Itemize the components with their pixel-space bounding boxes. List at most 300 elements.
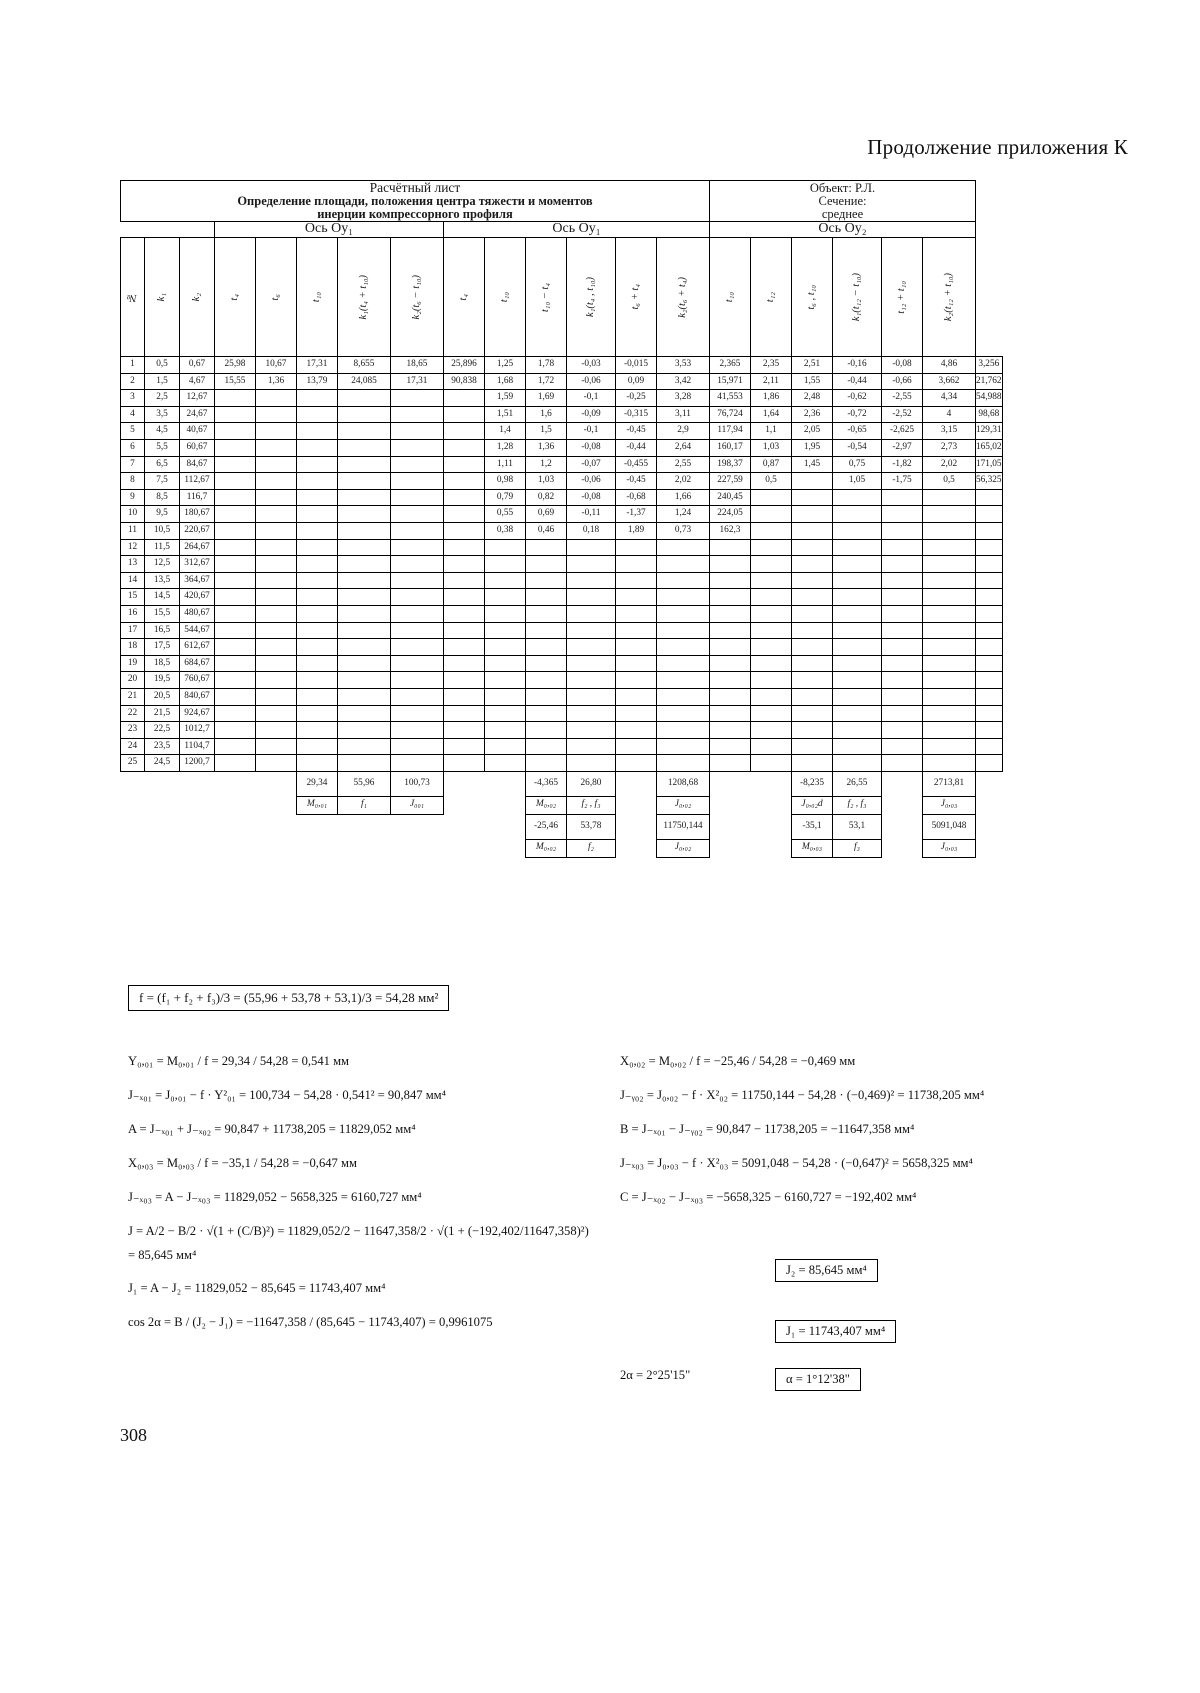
table-cell — [710, 639, 751, 656]
table-cell — [567, 655, 616, 672]
table-cell — [882, 606, 923, 623]
table-row — [121, 390, 1003, 407]
table-cell — [215, 705, 256, 722]
table-cell — [391, 406, 444, 423]
table-row — [121, 539, 1003, 556]
row-index: 1 — [121, 357, 145, 374]
table-cell — [338, 572, 391, 589]
table-cell — [256, 606, 297, 623]
column-header-sum-b: t₆ + t₄ — [616, 238, 657, 357]
table-cell: 4,67 — [180, 373, 215, 390]
table-cell — [616, 738, 657, 755]
table-cell — [215, 406, 256, 423]
table-cell: 7,5 — [145, 473, 180, 490]
table-cell: 0,87 — [751, 456, 792, 473]
table-cell — [882, 722, 923, 739]
table-cell — [882, 705, 923, 722]
table-cell — [526, 539, 567, 556]
row-index: 11 — [121, 523, 145, 540]
row-index: 20 — [121, 672, 145, 689]
table-cell — [444, 556, 485, 573]
table-cell — [485, 738, 526, 755]
table-cell: 54,988 — [976, 390, 1003, 407]
table-cell — [391, 489, 444, 506]
table-cell — [751, 506, 792, 523]
table-cell — [297, 722, 338, 739]
column-header-k1-c: k₁(t₁₂ − t₁₀) — [833, 238, 882, 357]
table-row — [121, 456, 1003, 473]
table-cell — [792, 572, 833, 589]
table-cell: 180,67 — [180, 506, 215, 523]
table-row — [121, 639, 1003, 656]
formula-column-left — [128, 1050, 598, 1345]
table-cell — [256, 705, 297, 722]
table-cell: 21,5 — [145, 705, 180, 722]
table-cell — [338, 606, 391, 623]
table-cell — [657, 589, 710, 606]
table-cell — [792, 705, 833, 722]
table-cell — [256, 506, 297, 523]
table-cell: -0,11 — [567, 506, 616, 523]
table-cell: 1,66 — [657, 489, 710, 506]
table-cell — [751, 655, 792, 672]
table-cell — [751, 606, 792, 623]
sum-g2-l1: M₀,₀₂ — [526, 796, 567, 814]
table-cell — [833, 672, 882, 689]
table-cell — [882, 539, 923, 556]
table-cell: 612,67 — [180, 639, 215, 656]
table-cell — [297, 589, 338, 606]
table-cell: 2,5 — [145, 390, 180, 407]
table-cell: 2,73 — [923, 440, 976, 457]
table-row — [121, 622, 1003, 639]
table-cell: 2,51 — [792, 357, 833, 374]
table-cell — [833, 688, 882, 705]
table-cell — [833, 539, 882, 556]
table-cell — [215, 755, 256, 772]
table-cell — [256, 523, 297, 540]
table-cell — [833, 556, 882, 573]
table-cell: 18,5 — [145, 655, 180, 672]
row-index: 12 — [121, 539, 145, 556]
table-cell: 129,31 — [976, 423, 1003, 440]
table-cell: 420,67 — [180, 589, 215, 606]
table-cell: 1,25 — [485, 357, 526, 374]
sum-g3b-l3: J₀,₀₃ — [923, 839, 976, 857]
table-cell — [567, 572, 616, 589]
table-cell — [710, 672, 751, 689]
table-cell — [923, 705, 976, 722]
table-cell — [882, 572, 923, 589]
table-cell — [751, 622, 792, 639]
table-cell: -0,08 — [567, 489, 616, 506]
table-cell — [923, 655, 976, 672]
table-cell — [485, 688, 526, 705]
table-cell — [882, 622, 923, 639]
table-row — [121, 406, 1003, 423]
table-body — [121, 357, 1003, 772]
table-cell — [485, 589, 526, 606]
table-cell — [710, 755, 751, 772]
table-cell — [976, 506, 1003, 523]
table-cell — [215, 523, 256, 540]
table-cell — [976, 672, 1003, 689]
result-box-j2: J₂ = 85,645 мм⁴ — [775, 1259, 878, 1282]
area-formula: f = (f₁ + f₂ + f₃)/3 = (55,96 + 53,78 + 53,1)/3 = 54,28 мм² — [128, 985, 449, 1011]
table-cell — [976, 606, 1003, 623]
table-cell — [882, 506, 923, 523]
table-cell — [256, 440, 297, 457]
table-cell: 40,67 — [180, 423, 215, 440]
sum-g2b-v2: 53,78 — [567, 814, 616, 839]
table-cell — [923, 506, 976, 523]
table-cell — [792, 672, 833, 689]
table-cell — [751, 556, 792, 573]
table-cell: 165,02 — [976, 440, 1003, 457]
table-cell: -0,65 — [833, 423, 882, 440]
table-cell — [215, 622, 256, 639]
row-index: 21 — [121, 688, 145, 705]
table-cell — [833, 589, 882, 606]
table-cell — [444, 423, 485, 440]
table-cell: -2,52 — [882, 406, 923, 423]
table-cell: -0,54 — [833, 440, 882, 457]
table-cell: -0,44 — [616, 440, 657, 457]
table-cell — [976, 655, 1003, 672]
table-cell — [338, 506, 391, 523]
table-cell — [616, 688, 657, 705]
table-cell — [792, 722, 833, 739]
table-cell — [923, 622, 976, 639]
table-cell — [923, 688, 976, 705]
formula-right-2: J₋ᵧ₀₂ = J₀,₀₂ − f · X²₀₂ = 11750,144 − 54,28 · (−0,469)² = 11738,205 мм⁴ — [620, 1087, 985, 1102]
table-cell: 8,655 — [338, 357, 391, 374]
table-cell — [616, 755, 657, 772]
table-cell: 220,67 — [180, 523, 215, 540]
formula-right-5: C = J₋ₓ₀₂ − J₋ₓ₀₃ = −5658,325 − 6160,727 = −192,402 мм⁴ — [620, 1189, 917, 1204]
table-cell — [882, 639, 923, 656]
row-index: 6 — [121, 440, 145, 457]
table-cell — [567, 688, 616, 705]
table-cell: 312,67 — [180, 556, 215, 573]
table-cell — [391, 440, 444, 457]
axis-label-2: Ось Оy₁ — [444, 222, 710, 238]
table-cell — [976, 572, 1003, 589]
column-header-t4-a: t₄ — [215, 238, 256, 357]
table-cell — [297, 406, 338, 423]
table-cell: 1104,7 — [180, 738, 215, 755]
section-label: Сечение: — [818, 193, 867, 208]
table-cell: 1,4 — [485, 423, 526, 440]
table-cell — [391, 672, 444, 689]
table-cell: 25,896 — [444, 357, 485, 374]
table-cell: -0,08 — [882, 357, 923, 374]
table-cell: 364,67 — [180, 572, 215, 589]
table-cell — [792, 473, 833, 490]
table-cell — [616, 572, 657, 589]
sum-g3-l3: J₀,₀₃ — [923, 796, 976, 814]
row-index: 9 — [121, 489, 145, 506]
table-cell — [338, 440, 391, 457]
table-cell — [526, 639, 567, 656]
axis-label-1: Ось Оy₁ — [215, 222, 444, 238]
table-cell — [616, 639, 657, 656]
table-cell — [256, 572, 297, 589]
table-cell — [297, 456, 338, 473]
row-index: 5 — [121, 423, 145, 440]
table-cell — [976, 722, 1003, 739]
table-cell — [710, 655, 751, 672]
table-cell — [338, 688, 391, 705]
table-cell — [444, 639, 485, 656]
table-cell — [923, 639, 976, 656]
table-cell — [338, 456, 391, 473]
table-cell — [297, 523, 338, 540]
table-row — [121, 655, 1003, 672]
table-cell — [391, 506, 444, 523]
table-cell — [657, 655, 710, 672]
formula-right-3: B = J₋ₓ₀₁ − J₋ᵧ₀₂ = 90,847 − 11738,205 = −11647,358 мм⁴ — [620, 1121, 915, 1136]
table-cell — [792, 523, 833, 540]
sum-g3b-v3: 5091,048 — [923, 814, 976, 839]
formula-left-8: cos 2α = B / (J₂ − J₁) = −11647,358 / (85,645 − 11743,407) = 0,9961075 — [128, 1315, 493, 1330]
table-cell — [391, 589, 444, 606]
table-cell — [657, 539, 710, 556]
table-cell: -2,55 — [882, 390, 923, 407]
table-cell — [338, 589, 391, 606]
table-cell: 15,55 — [215, 373, 256, 390]
table-cell — [567, 539, 616, 556]
table-row — [121, 606, 1003, 623]
column-header-t12-c: t₁₂ — [751, 238, 792, 357]
table-cell: 12,67 — [180, 390, 215, 407]
table-cell: 1,64 — [751, 406, 792, 423]
table-cell: 1,36 — [256, 373, 297, 390]
table-row — [121, 556, 1003, 573]
table-cell: 116,7 — [180, 489, 215, 506]
sum-g2-v2: 26,80 — [567, 771, 616, 796]
sheet-title-line1: Расчётный лист — [369, 180, 461, 195]
table-cell — [923, 722, 976, 739]
table-cell: 10,5 — [145, 523, 180, 540]
table-cell: 1,68 — [485, 373, 526, 390]
table-cell — [338, 622, 391, 639]
table-cell — [256, 622, 297, 639]
table-cell — [976, 556, 1003, 573]
page-number: 308 — [120, 1425, 147, 1445]
table-cell — [710, 622, 751, 639]
table-cell: 20,5 — [145, 688, 180, 705]
table-cell: -0,25 — [616, 390, 657, 407]
table-cell — [297, 705, 338, 722]
table-cell — [391, 390, 444, 407]
table-cell: 171,05 — [976, 456, 1003, 473]
table-cell: 0,5 — [751, 473, 792, 490]
table-cell — [256, 655, 297, 672]
table-cell — [215, 456, 256, 473]
table-cell — [882, 755, 923, 772]
table-cell — [976, 738, 1003, 755]
table-cell — [526, 572, 567, 589]
table-cell: -0,06 — [567, 473, 616, 490]
formula-left-7: J₁ = A − J₂ = 11829,052 − 85,645 = 11743,407 мм⁴ — [128, 1281, 386, 1296]
formula-left-3: A = J₋ₓ₀₁ + J₋ₓ₀₂ = 90,847 + 11738,205 = 11829,052 мм⁴ — [128, 1121, 416, 1136]
row-index: 15 — [121, 589, 145, 606]
table-cell — [444, 456, 485, 473]
table-cell — [657, 688, 710, 705]
table-cell — [485, 572, 526, 589]
table-cell — [923, 556, 976, 573]
table-cell: -0,44 — [833, 373, 882, 390]
table-cell — [215, 589, 256, 606]
table-cell — [444, 572, 485, 589]
sum-g3-v2: 26,55 — [833, 771, 882, 796]
table-cell: -2,97 — [882, 440, 923, 457]
formula-column-right — [620, 1050, 1100, 1220]
table-cell: -0,09 — [567, 406, 616, 423]
table-row — [121, 688, 1003, 705]
table-cell: 1,86 — [751, 390, 792, 407]
table-cell — [976, 622, 1003, 639]
table-cell: 240,45 — [710, 489, 751, 506]
table-cell: 4 — [923, 406, 976, 423]
table-cell — [215, 655, 256, 672]
table-cell — [338, 722, 391, 739]
table-cell — [215, 688, 256, 705]
table-cell — [616, 622, 657, 639]
table-cell — [526, 606, 567, 623]
table-cell: 1,11 — [485, 456, 526, 473]
table-cell — [567, 722, 616, 739]
table-cell: 13,79 — [297, 373, 338, 390]
table-cell: 2,48 — [792, 390, 833, 407]
table-cell — [657, 639, 710, 656]
table-cell — [256, 423, 297, 440]
column-header-sum-c: t₁₂ + t₁₀ — [882, 238, 923, 357]
table-cell: 1012,7 — [180, 722, 215, 739]
table-cell — [444, 738, 485, 755]
table-cell: 112,67 — [180, 473, 215, 490]
table-cell: 2,55 — [657, 456, 710, 473]
table-cell — [444, 506, 485, 523]
section-value: среднее — [821, 206, 864, 221]
sum-g3-l2: f₂ , f₃ — [833, 796, 882, 814]
table-cell — [256, 489, 297, 506]
sum-g1-l1: M₀,₀₁ — [297, 796, 338, 814]
table-cell: 480,67 — [180, 606, 215, 623]
table-cell — [833, 705, 882, 722]
sum-g1-v3: 100,73 — [391, 771, 444, 796]
table-cell: -1,75 — [882, 473, 923, 490]
table-cell — [297, 423, 338, 440]
column-header-k1-sum-a: k₁(t₄ + t₁₀) — [338, 238, 391, 357]
table-cell — [256, 722, 297, 739]
table-row — [121, 755, 1003, 772]
row-index: 23 — [121, 722, 145, 739]
table-cell: 1,2 — [526, 456, 567, 473]
table-cell — [976, 489, 1003, 506]
table-cell — [751, 539, 792, 556]
sum-g3-v3: 2713,81 — [923, 771, 976, 796]
table-cell — [833, 622, 882, 639]
calculation-sheet-table — [120, 180, 1003, 858]
table-cell — [710, 539, 751, 556]
table-cell — [882, 738, 923, 755]
table-cell — [485, 539, 526, 556]
table-cell: -0,07 — [567, 456, 616, 473]
table-cell — [444, 722, 485, 739]
table-cell — [710, 556, 751, 573]
table-cell: 1,24 — [657, 506, 710, 523]
table-cell: 0,55 — [485, 506, 526, 523]
table-cell: 0,46 — [526, 523, 567, 540]
row-index: 10 — [121, 506, 145, 523]
table-cell — [976, 705, 1003, 722]
table-cell — [792, 688, 833, 705]
table-cell — [297, 539, 338, 556]
table-cell: 98,68 — [976, 406, 1003, 423]
table-cell: 0,5 — [145, 357, 180, 374]
table-cell — [616, 556, 657, 573]
table-cell: 4,86 — [923, 357, 976, 374]
table-cell: 1,05 — [833, 473, 882, 490]
table-cell — [657, 722, 710, 739]
table-cell — [215, 390, 256, 407]
table-cell — [526, 655, 567, 672]
axis-row — [121, 222, 1003, 238]
table-cell — [338, 556, 391, 573]
table-cell: 2,35 — [751, 357, 792, 374]
table-cell — [215, 606, 256, 623]
table-cell — [657, 705, 710, 722]
table-cell: 1,72 — [526, 373, 567, 390]
table-cell — [256, 639, 297, 656]
table-cell — [833, 655, 882, 672]
sum-label-row-2 — [121, 839, 1003, 857]
table-cell: 17,31 — [297, 357, 338, 374]
table-cell — [256, 755, 297, 772]
table-cell: 1,59 — [485, 390, 526, 407]
table-cell — [567, 622, 616, 639]
table-cell: 1,45 — [792, 456, 833, 473]
table-cell: 2,02 — [657, 473, 710, 490]
table-cell: 4,5 — [145, 423, 180, 440]
table-cell — [215, 539, 256, 556]
table-cell: 162,3 — [710, 523, 751, 540]
column-header-t10-c: t₁₀ — [710, 238, 751, 357]
table-cell — [391, 688, 444, 705]
table-cell — [657, 738, 710, 755]
table-cell: 1,69 — [526, 390, 567, 407]
sum-g2b-l3: J₀,₀₂ — [657, 839, 710, 857]
column-header-k1: k₁ — [145, 238, 180, 357]
table-cell: 198,37 — [710, 456, 751, 473]
table-cell — [391, 722, 444, 739]
row-index: 7 — [121, 456, 145, 473]
table-cell: 924,67 — [180, 705, 215, 722]
table-cell: 544,67 — [180, 622, 215, 639]
table-cell: 117,94 — [710, 423, 751, 440]
table-cell — [792, 506, 833, 523]
table-cell: -1,37 — [616, 506, 657, 523]
table-cell — [391, 473, 444, 490]
table-cell: 60,67 — [180, 440, 215, 457]
table-cell — [338, 705, 391, 722]
table-cell — [256, 406, 297, 423]
sheet-title-line3: инерции компрессорного профиля — [317, 207, 513, 222]
table-cell — [256, 556, 297, 573]
table-cell: 1,5 — [526, 423, 567, 440]
